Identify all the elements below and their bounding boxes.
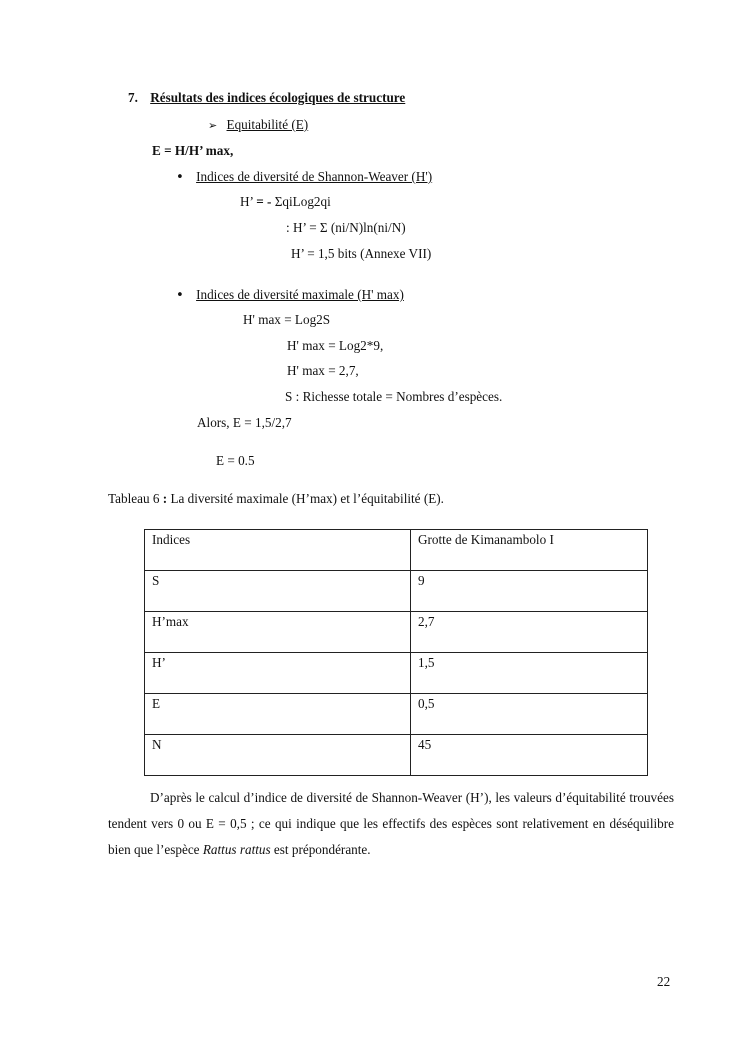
table-cell: 9 xyxy=(411,571,648,612)
result-e: E = 0.5 xyxy=(216,453,255,468)
table-row xyxy=(145,735,648,776)
table-row xyxy=(145,612,648,653)
page-number: 22 xyxy=(657,974,671,989)
hmax-line2: H' max = Log2*9, xyxy=(287,338,384,353)
formula-e: E = H/H’ max, xyxy=(152,143,234,158)
shannon-formula-prefix: H’ xyxy=(240,194,253,209)
shannon-formula xyxy=(240,194,331,210)
table-cell: H’ xyxy=(145,653,411,694)
equitability-label: Equitabilité (E) xyxy=(226,117,309,132)
table-cell: H’max xyxy=(145,612,411,653)
equitability-heading xyxy=(208,117,308,134)
caption-text: La diversité maximale (H’max) et l’équitabilité (E). xyxy=(167,491,444,506)
table-cell: E xyxy=(145,694,411,735)
caption-prefix: Tableau 6 xyxy=(108,491,163,506)
table-cell: 2,7 xyxy=(411,612,648,653)
table-cell: S xyxy=(145,571,411,612)
shannon-formula-op: = - xyxy=(256,194,272,209)
diversity-table xyxy=(144,529,648,776)
shannon-line3: H’ = 1,5 bits (Annexe VII) xyxy=(291,246,432,261)
hmax-line3: H' max = 2,7, xyxy=(287,363,359,378)
table-cell: 45 xyxy=(411,735,648,776)
table-row xyxy=(145,530,648,571)
result-alors: Alors, E = 1,5/2,7 xyxy=(197,415,292,430)
conclusion-paragraph xyxy=(108,785,674,863)
table-cell: 0,5 xyxy=(411,694,648,735)
paragraph-part2: est prépondérante. xyxy=(270,842,371,857)
arrow-bullet-icon: ➢ xyxy=(208,119,218,132)
bullet-dot-icon: • xyxy=(176,170,184,185)
shannon-label: Indices de diversité de Shannon-Weaver (H') xyxy=(196,169,433,184)
caption-colon: : xyxy=(162,491,168,506)
species-name: Rattus rattus xyxy=(202,842,271,857)
section-title: Résultats des indices écologiques de structure xyxy=(150,90,406,105)
table-cell: Indices xyxy=(145,530,411,571)
table-cell: N xyxy=(145,735,411,776)
hmax-line4: S : Richesse totale = Nombres d’espèces. xyxy=(285,389,503,404)
shannon-formula-rest: ΣqiLog2qi xyxy=(274,194,331,209)
hmax-line1: H' max = Log2S xyxy=(243,312,331,327)
table-row xyxy=(145,653,648,694)
table-cell: Grotte de Kimanambolo I xyxy=(411,530,648,571)
table-cell: 1,5 xyxy=(411,653,648,694)
table-caption xyxy=(108,491,444,507)
shannon-line2: : H’ = Σ (ni/N)ln(ni/N) xyxy=(286,220,406,235)
bullet-shannon xyxy=(176,169,432,186)
table-row xyxy=(145,571,648,612)
section-heading xyxy=(128,90,405,106)
section-number: 7. xyxy=(128,90,138,105)
hmax-label: Indices de diversité maximale (H' max) xyxy=(196,287,404,302)
paragraph-part1: D’après le calcul d’indice de diversité de Shannon-Weaver (H’), les valeurs d’équitabilité trouvées tendent vers 0 ou E = 0,5 ; ce qui indique que les effectifs des espèces sont relativement en déséquilibre bien que l’espèce xyxy=(108,790,674,857)
table-row xyxy=(145,694,648,735)
bullet-hmax xyxy=(176,287,404,304)
bullet-dot-icon: • xyxy=(176,288,184,303)
